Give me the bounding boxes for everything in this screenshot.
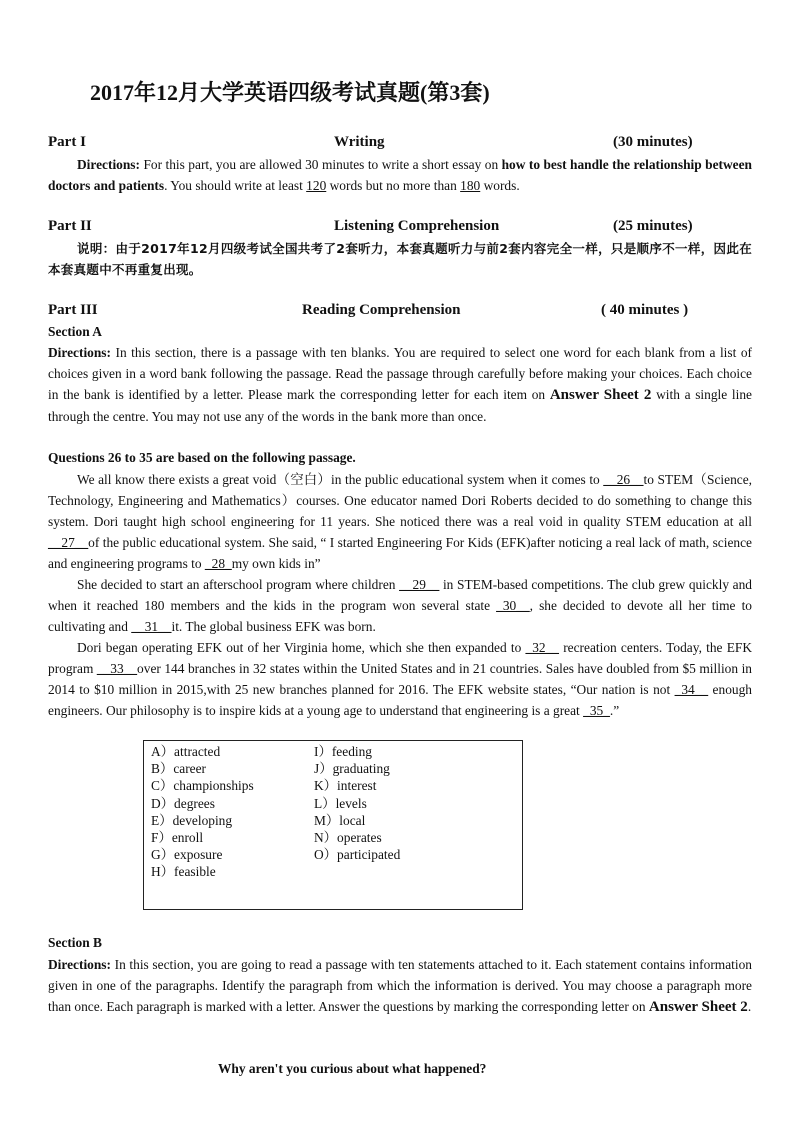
- part2-header: [48, 218, 748, 238]
- directions-label: Directions:: [77, 157, 140, 172]
- answer-sheet-label: Answer Sheet 2: [549, 387, 652, 403]
- blank-26: __26__: [603, 472, 644, 487]
- essay-topic: how to best handle the relationship between doctors and patients: [48, 157, 752, 193]
- section-a-directions: Directions: In this section, there is a passage with ten blanks. You are required to select one word for each blank from a list of choices given in a word bank following the passage. Read the passage through carefully before making your choices. Each choice in the bank is identified by a letter. Please mark the corresponding letter for each item on Answer Sheet 2 with a single line through the centre. You may not use any of the words in the bank more than once.: [48, 345, 752, 424]
- blank-29: __29__: [399, 577, 440, 592]
- word-bank-item: N）operates: [314, 830, 382, 846]
- word-bank-item: D）degrees: [151, 795, 215, 811]
- part3-time: ( 40 minutes ): [601, 302, 689, 318]
- word-bank-right-column: [314, 743, 400, 863]
- page-title: 2017年12月大学英语四级考试真题(第3套): [90, 80, 490, 105]
- section-b-heading: Section B: [48, 935, 102, 950]
- part2-time: (25 minutes): [613, 218, 693, 234]
- part2-note: 说明：由于2017年12月四级考试全国共考了2套听力，本套真题听力与前2套内容完全一样，只是顺序不一样，因此在本套真题中不再重复出现。: [48, 241, 752, 277]
- min-words: 120: [306, 178, 327, 193]
- section-a-heading: Section A: [48, 324, 102, 339]
- part1-label: Part I: [48, 134, 86, 150]
- part1-directions: Directions: For this part, you are allowed 30 minutes to write a short essay on how to best handle the relationship between doctors and patients. You should write at least 120 words but no more than 180 words.: [48, 157, 752, 193]
- word-bank-item: B）career: [151, 761, 207, 777]
- part3-name: Reading Comprehension: [302, 302, 461, 318]
- word-bank-item: M）local: [314, 812, 366, 828]
- part2-label: Part II: [48, 218, 92, 234]
- word-bank-item: O）participated: [314, 847, 401, 863]
- questions-heading: Questions 26 to 35 are based on the following passage.: [48, 450, 356, 465]
- blank-32: _32__: [525, 640, 559, 655]
- part2-name: Listening Comprehension: [334, 218, 500, 234]
- word-bank-item: F）enroll: [151, 830, 204, 846]
- blank-31: __31__: [131, 619, 172, 634]
- passage-title: Why aren't you curious about what happened?: [218, 1061, 487, 1076]
- blank-35: _35_: [583, 703, 610, 718]
- word-bank-item: J）graduating: [314, 761, 390, 777]
- passage-paragraph-3: Dori began operating EFK out of her Virginia home, which she then expanded to _32__ recreation centers. Today, the EFK program __33__over 144 branches in 32 states within the United States and in 21 countries. Sales have doubled from $5 million in 2014 to $10 million in 2015,with 25 new branches planned for 2016. The EFK website states, “Our nation is not _34__ enough engineers. Our philosophy is to inspire kids at a young age to understand that engineering is a great _35_.”: [48, 640, 752, 718]
- word-bank-item: A）attracted: [151, 744, 221, 759]
- answer-sheet-label-b: Answer Sheet 2: [648, 999, 748, 1015]
- word-bank-item: G）exposure: [151, 847, 223, 863]
- word-bank-item: I）feeding: [314, 744, 373, 759]
- word-bank-item: C）championships: [151, 778, 254, 794]
- part3-label: Part III: [48, 302, 98, 318]
- word-bank-left-column: [151, 743, 254, 881]
- section-b-directions: Directions: In this section, you are going to read a passage with ten statements attached to it. Each statement contains information given in one of the paragraphs. Identify the paragraph from which the information is derived. You may choose a paragraph more than once. Each paragraph is marked with a letter. Answer the questions by marking the corresponding letter on Answer Sheet 2.: [48, 957, 752, 1015]
- word-bank: [143, 740, 523, 910]
- part1-header: [48, 134, 748, 154]
- part1-time: (30 minutes): [613, 134, 693, 150]
- max-words: 180: [460, 178, 481, 193]
- part1-name: Writing: [334, 134, 385, 150]
- blank-27: __27__: [48, 535, 89, 550]
- part3-header: [48, 302, 748, 322]
- blank-30: _30__: [496, 598, 530, 613]
- blank-28: _28_: [204, 556, 232, 571]
- word-bank-item: H）feasible: [151, 864, 216, 880]
- passage-paragraph-1: We all know there exists a great void（空白）in the public educational system when it comes to __26__to STEM（Science, Technology, Engineering and Mathematics）courses. One educator named Dori Roberts decided to do something to change this system. Dori taught high school engineering for 11 years. She noticed there was a real void in quality STEM education at all __27__of the public educational system. She said, “ I started Engineering For Kids (EFK)after noticing a real lack of math, science and engineering programs to _28_my own kids in”: [48, 472, 752, 571]
- blank-34: _34__: [674, 682, 709, 697]
- passage-paragraph-2: She decided to start an afterschool program where children __29__ in STEM-based competitions. The club grew quickly and when it reached 180 members and the kids in the program won several state _30__, she decided to devote all her time to cultivating and __31__it. The global business EFK was born.: [48, 577, 752, 634]
- word-bank-item: K）interest: [314, 778, 377, 794]
- blank-33: __33__: [96, 661, 138, 676]
- word-bank-item: L）levels: [314, 795, 367, 811]
- word-bank-item: E）developing: [151, 812, 233, 828]
